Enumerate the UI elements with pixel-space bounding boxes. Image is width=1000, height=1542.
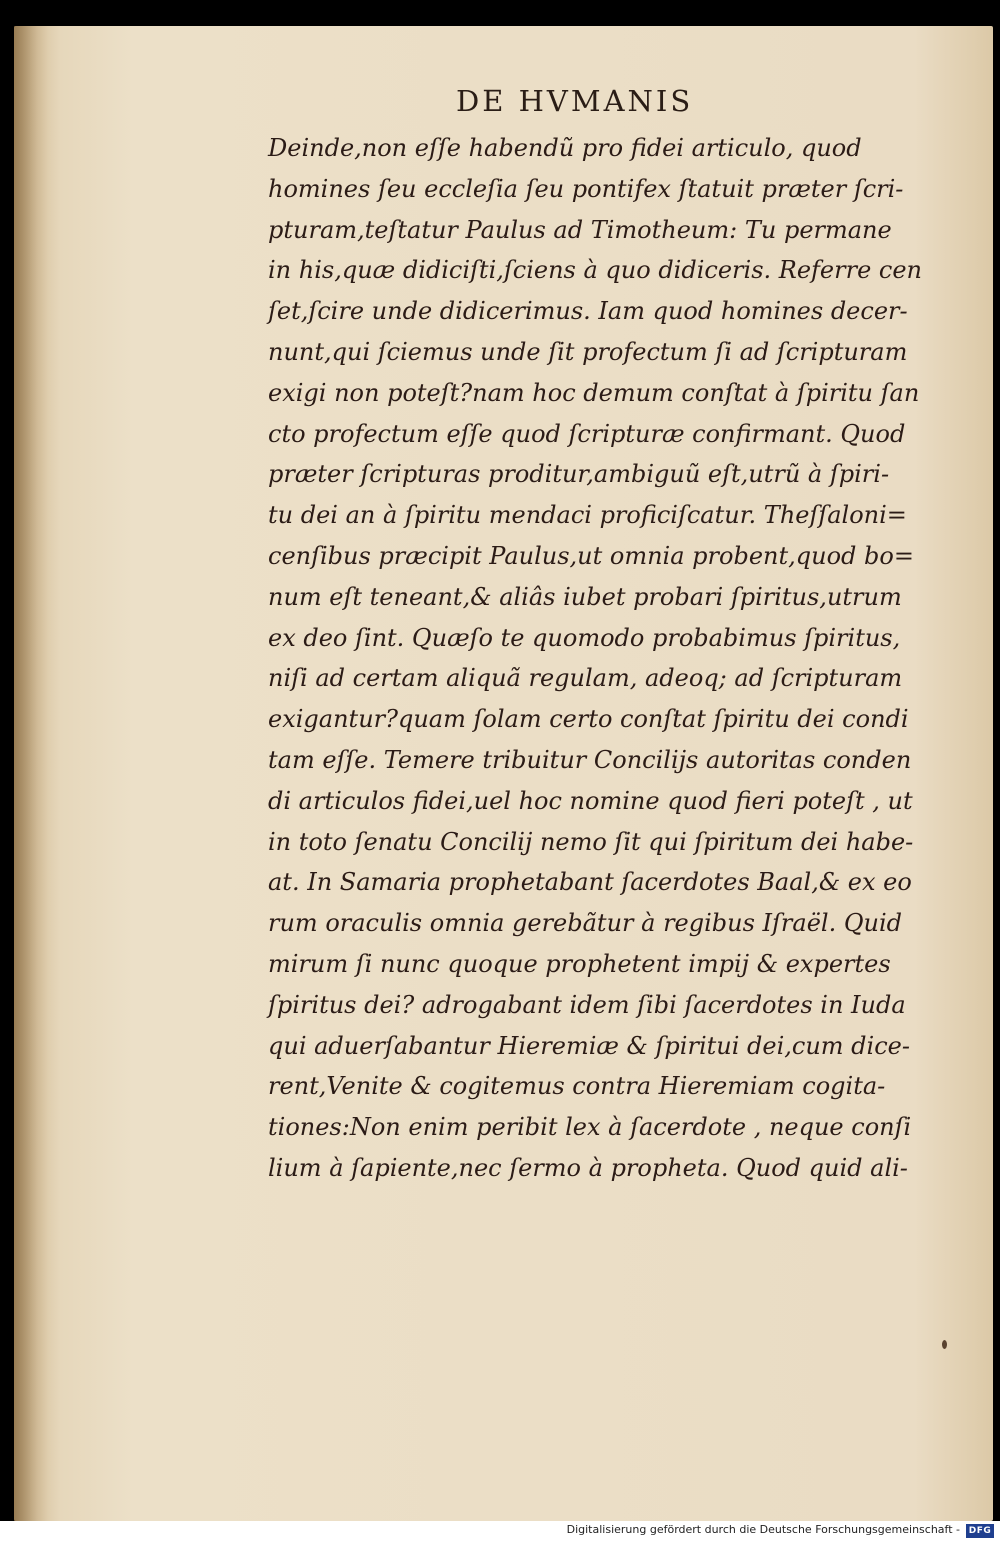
text-line: ſet,ſcire unde didicerimus. Iam quod homines decer-: [268, 297, 908, 326]
text-line: Deinde,non eſſe habendũ pro fidei articulo, quod: [268, 134, 862, 162]
text-line: ex deo ſint. Quæſo te quomodo probabimus ſpiritus,: [268, 623, 901, 652]
text-line: ſpiritus dei? adrogabant idem ſibi ſacerdotes in Iuda: [268, 990, 906, 1019]
text-line: rent,Venite & cogitemus contra Hieremiam cogita-: [268, 1072, 886, 1101]
dfg-logo: DFG: [966, 1524, 994, 1538]
text-line: tu dei an à ſpiritu mendaci proficiſcatur. Theſſaloni=: [268, 501, 907, 530]
text-line: tam eſſe. Temere tribuitur Concilijs autoritas conden: [268, 745, 912, 774]
text-line: exigantur?quam ſolam certo conſtat ſpiritu dei condi: [268, 705, 909, 734]
text-line: præter ſcripturas proditur,ambiguũ eſt,utrũ à ſpiri-: [268, 460, 890, 489]
text-line: homines ſeu eccleſia ſeu pontifex ſtatuit præter ſcri-: [268, 174, 904, 203]
text-line: di articulos fidei,uel hoc nomine quod fieri poteſt , ut: [268, 786, 913, 815]
text-line: cto profectum eſſe quod ſcripturæ confirmant. Quod: [268, 419, 906, 448]
funding-credit: Digitalisierung gefördert durch die Deutsche Forschungsgemeinschaft -: [566, 1523, 960, 1536]
text-line: num eſt teneant,& aliâs iubet probari ſpiritus,utrum: [268, 582, 902, 611]
text-line: tiones:Non enim peribit lex à ſacerdote , neque conſi: [268, 1113, 912, 1142]
text-line: cenſibus præcipit Paulus,ut omnia probent,quod bo=: [268, 541, 914, 570]
binding-gutter-shadow: [14, 26, 48, 1521]
paper-speck: [942, 1340, 947, 1349]
text-line: in his,quæ didiciſti,ſciens à quo didiceris. Referre cen: [268, 256, 922, 285]
text-block: [268, 128, 922, 1189]
digitization-footer: [0, 1521, 1000, 1542]
text-line: qui aduerſabantur Hieremiæ & ſpiritui dei,cum dice-: [268, 1031, 910, 1060]
text-line: exigi non poteſt?nam hoc demum conſtat à ſpiritu ſan: [268, 378, 920, 407]
text-line: niſi ad certam aliquã regulam, adeoq; ad ſcripturam: [268, 664, 903, 693]
running-head: DE HVMANIS: [456, 84, 694, 118]
text-line: lium à ſapiente,nec ſermo à propheta. Quod quid ali-: [268, 1153, 908, 1182]
text-line: pturam,teſtatur Paulus ad Timotheum: Tu permane: [268, 215, 892, 244]
text-line: in toto ſenatu Concilij nemo ſit qui ſpiritum dei habe-: [268, 827, 914, 856]
text-line: at. In Samaria prophetabant ſacerdotes Baal,& ex eo: [268, 868, 912, 897]
text-line: mirum ſi nunc quoque prophetent impij & expertes: [268, 949, 891, 978]
text-line: rum oraculis omnia gerebãtur à regibus Iſraël. Quid: [268, 909, 903, 938]
text-line: nunt,qui ſciemus unde ſit profectum ſi ad ſcripturam: [268, 337, 908, 366]
